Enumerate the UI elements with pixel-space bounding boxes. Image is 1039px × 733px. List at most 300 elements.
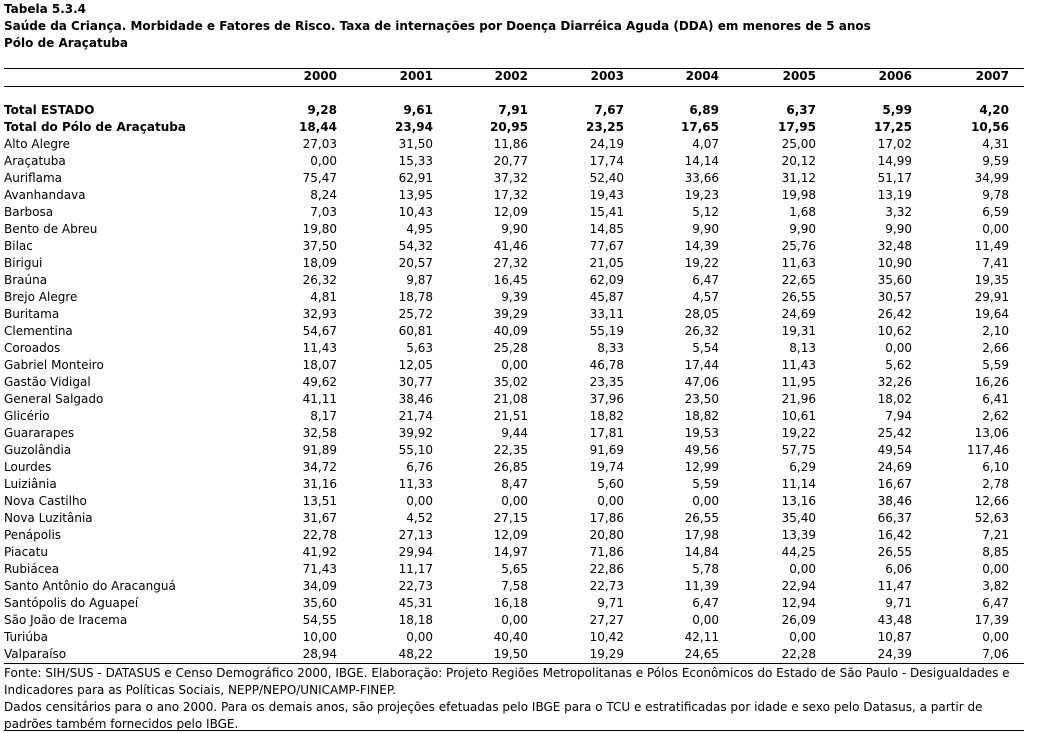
value-cell: 18,78 bbox=[398, 290, 433, 304]
value-cell: 19,43 bbox=[589, 188, 624, 202]
value-cell: 15,41 bbox=[589, 205, 624, 219]
row-name: Glicério bbox=[4, 409, 50, 423]
value-cell: 34,09 bbox=[302, 579, 337, 593]
year-header: 2000 bbox=[303, 69, 337, 83]
value-cell: 9,44 bbox=[501, 426, 528, 440]
value-cell: 5,78 bbox=[692, 562, 719, 576]
spacer-row bbox=[4, 85, 1024, 102]
table-row bbox=[4, 289, 1024, 306]
value-cell: 11,86 bbox=[493, 137, 528, 151]
value-cell: 8,33 bbox=[597, 341, 624, 355]
value-cell: 0,00 bbox=[597, 494, 624, 508]
corner-cell bbox=[4, 68, 264, 85]
value-cell: 0,00 bbox=[982, 222, 1009, 236]
value-cell: 19,50 bbox=[493, 647, 528, 661]
table-row bbox=[4, 221, 1024, 238]
value-cell: 27,32 bbox=[493, 256, 528, 270]
row-name: Avanhandava bbox=[4, 188, 86, 202]
row-name: Coroados bbox=[4, 341, 61, 355]
value-cell: 47,06 bbox=[684, 375, 719, 389]
value-cell: 5,63 bbox=[406, 341, 433, 355]
value-cell: 8,13 bbox=[789, 341, 816, 355]
value-cell: 18,44 bbox=[299, 120, 337, 134]
table-subtitle: Pólo de Araçatuba bbox=[4, 36, 128, 50]
value-cell: 11,63 bbox=[781, 256, 816, 270]
value-cell: 6,29 bbox=[789, 460, 816, 474]
value-cell: 21,96 bbox=[781, 392, 816, 406]
value-cell: 17,65 bbox=[681, 120, 719, 134]
value-cell: 17,44 bbox=[684, 358, 719, 372]
row-name: Penápolis bbox=[4, 528, 62, 542]
value-cell: 9,28 bbox=[307, 103, 337, 117]
value-cell: 13,95 bbox=[398, 188, 433, 202]
value-cell: 8,24 bbox=[310, 188, 337, 202]
value-cell: 25,72 bbox=[398, 307, 433, 321]
value-cell: 19,80 bbox=[302, 222, 337, 236]
value-cell: 39,92 bbox=[398, 426, 433, 440]
value-cell: 9,61 bbox=[403, 103, 433, 117]
value-cell: 13,16 bbox=[781, 494, 816, 508]
row-name: Bento de Abreu bbox=[4, 222, 98, 236]
table-row bbox=[4, 476, 1024, 493]
value-cell: 35,60 bbox=[877, 273, 912, 287]
row-name: General Salgado bbox=[4, 392, 104, 406]
row-name: Guzolândia bbox=[4, 443, 72, 457]
value-cell: 62,09 bbox=[589, 273, 624, 287]
value-cell: 20,57 bbox=[398, 256, 433, 270]
value-cell: 28,05 bbox=[684, 307, 719, 321]
value-cell: 41,92 bbox=[302, 545, 337, 559]
value-cell: 24,69 bbox=[877, 460, 912, 474]
value-cell: 0,00 bbox=[501, 613, 528, 627]
value-cell: 20,95 bbox=[490, 120, 528, 134]
value-cell: 19,29 bbox=[589, 647, 624, 661]
value-cell: 19,98 bbox=[781, 188, 816, 202]
value-cell: 6,47 bbox=[692, 273, 719, 287]
value-cell: 10,42 bbox=[589, 630, 624, 644]
value-cell: 75,47 bbox=[302, 171, 337, 185]
value-cell: 0,00 bbox=[501, 494, 528, 508]
value-cell: 43,48 bbox=[877, 613, 912, 627]
value-cell: 49,54 bbox=[877, 443, 912, 457]
value-cell: 14,85 bbox=[589, 222, 624, 236]
value-cell: 6,59 bbox=[982, 205, 1009, 219]
value-cell: 26,09 bbox=[781, 613, 816, 627]
value-cell: 37,50 bbox=[302, 239, 337, 253]
value-cell: 54,32 bbox=[398, 239, 433, 253]
value-cell: 7,91 bbox=[498, 103, 528, 117]
source-note: Fonte: SIH/SUS - DATASUS e Censo Demográfico 2000, IBGE. Elaboração: Projeto Regiões Metropolitanas e Pólos Econômicos do Estado de São Paulo - Desigualdades e Indicadores para as Políticas Sociais, NEPP/NEPO/UNICAMP-FINEP. bbox=[4, 666, 1010, 697]
value-cell: 16,42 bbox=[877, 528, 912, 542]
value-cell: 18,02 bbox=[877, 392, 912, 406]
row-name: Valparaíso bbox=[4, 647, 67, 661]
value-cell: 0,00 bbox=[310, 154, 337, 168]
summary-row bbox=[4, 119, 1024, 136]
row-name: Nova Castilho bbox=[4, 494, 87, 508]
value-cell: 60,81 bbox=[398, 324, 433, 338]
value-cell: 14,84 bbox=[684, 545, 719, 559]
value-cell: 18,18 bbox=[398, 613, 433, 627]
row-name: Lourdes bbox=[4, 460, 52, 474]
value-cell: 8,85 bbox=[982, 545, 1009, 559]
value-cell: 37,32 bbox=[493, 171, 528, 185]
value-cell: 7,41 bbox=[982, 256, 1009, 270]
value-cell: 42,11 bbox=[684, 630, 719, 644]
value-cell: 9,90 bbox=[692, 222, 719, 236]
value-cell: 19,23 bbox=[684, 188, 719, 202]
value-cell: 6,47 bbox=[982, 596, 1009, 610]
value-cell: 4,81 bbox=[310, 290, 337, 304]
value-cell: 49,56 bbox=[684, 443, 719, 457]
value-cell: 26,32 bbox=[684, 324, 719, 338]
value-cell: 71,86 bbox=[589, 545, 624, 559]
value-cell: 34,99 bbox=[974, 171, 1009, 185]
value-cell: 117,46 bbox=[967, 443, 1009, 457]
value-cell: 5,99 bbox=[882, 103, 912, 117]
value-cell: 9,39 bbox=[501, 290, 528, 304]
value-cell: 14,99 bbox=[877, 154, 912, 168]
value-cell: 26,85 bbox=[493, 460, 528, 474]
value-cell: 49,62 bbox=[302, 375, 337, 389]
value-cell: 17,86 bbox=[589, 511, 624, 525]
value-cell: 8,47 bbox=[501, 477, 528, 491]
table-row bbox=[4, 136, 1024, 153]
table-row bbox=[4, 561, 1024, 578]
value-cell: 10,90 bbox=[877, 256, 912, 270]
value-cell: 9,59 bbox=[982, 154, 1009, 168]
table-row bbox=[4, 493, 1024, 510]
value-cell: 2,78 bbox=[982, 477, 1009, 491]
value-cell: 48,22 bbox=[398, 647, 433, 661]
value-cell: 19,74 bbox=[589, 460, 624, 474]
value-cell: 3,82 bbox=[982, 579, 1009, 593]
value-cell: 0,00 bbox=[692, 613, 719, 627]
value-cell: 25,76 bbox=[781, 239, 816, 253]
value-cell: 4,20 bbox=[979, 103, 1009, 117]
value-cell: 13,06 bbox=[974, 426, 1009, 440]
value-cell: 12,09 bbox=[493, 205, 528, 219]
value-cell: 21,05 bbox=[589, 256, 624, 270]
row-name: Buritama bbox=[4, 307, 60, 321]
value-cell: 57,75 bbox=[781, 443, 816, 457]
value-cell: 6,10 bbox=[982, 460, 1009, 474]
value-cell: 13,39 bbox=[781, 528, 816, 542]
value-cell: 22,65 bbox=[781, 273, 816, 287]
value-cell: 45,87 bbox=[589, 290, 624, 304]
value-cell: 0,00 bbox=[406, 630, 433, 644]
row-name: Santópolis do Aguapeí bbox=[4, 596, 139, 610]
table-row bbox=[4, 544, 1024, 561]
value-cell: 9,90 bbox=[789, 222, 816, 236]
value-cell: 25,00 bbox=[781, 137, 816, 151]
table-row bbox=[4, 408, 1024, 425]
value-cell: 19,22 bbox=[781, 426, 816, 440]
value-cell: 0,00 bbox=[885, 341, 912, 355]
value-cell: 26,55 bbox=[781, 290, 816, 304]
value-cell: 23,50 bbox=[684, 392, 719, 406]
row-name: Total ESTADO bbox=[4, 103, 95, 117]
table-row bbox=[4, 646, 1024, 663]
value-cell: 19,22 bbox=[684, 256, 719, 270]
value-cell: 6,76 bbox=[406, 460, 433, 474]
value-cell: 22,35 bbox=[493, 443, 528, 457]
row-name: São João de Iracema bbox=[4, 613, 128, 627]
value-cell: 17,95 bbox=[778, 120, 816, 134]
value-cell: 7,21 bbox=[982, 528, 1009, 542]
value-cell: 7,06 bbox=[982, 647, 1009, 661]
value-cell: 18,82 bbox=[684, 409, 719, 423]
value-cell: 35,60 bbox=[302, 596, 337, 610]
value-cell: 7,94 bbox=[885, 409, 912, 423]
row-name: Turiúba bbox=[4, 630, 48, 644]
value-cell: 33,11 bbox=[589, 307, 624, 321]
value-cell: 31,67 bbox=[302, 511, 337, 525]
row-name: Gastão Vidigal bbox=[4, 375, 91, 389]
value-cell: 0,00 bbox=[406, 494, 433, 508]
value-cell: 25,42 bbox=[877, 426, 912, 440]
value-cell: 12,99 bbox=[684, 460, 719, 474]
value-cell: 35,02 bbox=[493, 375, 528, 389]
value-cell: 38,46 bbox=[398, 392, 433, 406]
value-cell: 18,82 bbox=[589, 409, 624, 423]
value-cell: 17,02 bbox=[877, 137, 912, 151]
value-cell: 91,69 bbox=[589, 443, 624, 457]
value-cell: 19,53 bbox=[684, 426, 719, 440]
year-header: 2006 bbox=[878, 69, 912, 83]
value-cell: 12,05 bbox=[398, 358, 433, 372]
table-row bbox=[4, 527, 1024, 544]
table-title: Saúde da Criança. Morbidade e Fatores de Risco. Taxa de internações por Doença Diarréica Aguda (DDA) em menores de 5 anos bbox=[4, 19, 871, 33]
table-row bbox=[4, 170, 1024, 187]
value-cell: 37,96 bbox=[589, 392, 624, 406]
value-cell: 55,10 bbox=[398, 443, 433, 457]
year-header: 2005 bbox=[782, 69, 816, 83]
value-cell: 19,64 bbox=[974, 307, 1009, 321]
data-table bbox=[4, 68, 1024, 663]
value-cell: 12,09 bbox=[493, 528, 528, 542]
value-cell: 17,32 bbox=[493, 188, 528, 202]
value-cell: 2,62 bbox=[982, 409, 1009, 423]
value-cell: 91,89 bbox=[302, 443, 337, 457]
value-cell: 52,40 bbox=[589, 171, 624, 185]
value-cell: 11,14 bbox=[781, 477, 816, 491]
value-cell: 17,81 bbox=[589, 426, 624, 440]
value-cell: 39,29 bbox=[493, 307, 528, 321]
value-cell: 27,27 bbox=[589, 613, 624, 627]
row-name: Rubiácea bbox=[4, 562, 60, 576]
value-cell: 34,72 bbox=[302, 460, 337, 474]
year-header: 2002 bbox=[494, 69, 528, 83]
value-cell: 46,78 bbox=[589, 358, 624, 372]
table-row bbox=[4, 238, 1024, 255]
table-row bbox=[4, 340, 1024, 357]
row-name: Auriflama bbox=[4, 171, 63, 185]
value-cell: 31,12 bbox=[781, 171, 816, 185]
value-cell: 1,68 bbox=[789, 205, 816, 219]
table-row bbox=[4, 374, 1024, 391]
value-cell: 4,07 bbox=[692, 137, 719, 151]
value-cell: 19,35 bbox=[974, 273, 1009, 287]
value-cell: 0,00 bbox=[692, 494, 719, 508]
value-cell: 40,40 bbox=[493, 630, 528, 644]
row-name: Barbosa bbox=[4, 205, 54, 219]
value-cell: 9,87 bbox=[406, 273, 433, 287]
value-cell: 5,62 bbox=[885, 358, 912, 372]
row-name: Gabriel Monteiro bbox=[4, 358, 104, 372]
value-cell: 31,16 bbox=[302, 477, 337, 491]
value-cell: 0,00 bbox=[982, 562, 1009, 576]
value-cell: 32,93 bbox=[302, 307, 337, 321]
value-cell: 13,51 bbox=[302, 494, 337, 508]
value-cell: 9,71 bbox=[885, 596, 912, 610]
value-cell: 62,91 bbox=[398, 171, 433, 185]
value-cell: 9,90 bbox=[501, 222, 528, 236]
value-cell: 4,31 bbox=[982, 137, 1009, 151]
value-cell: 22,73 bbox=[398, 579, 433, 593]
value-cell: 10,62 bbox=[877, 324, 912, 338]
value-cell: 38,46 bbox=[877, 494, 912, 508]
row-name: Bilac bbox=[4, 239, 33, 253]
value-cell: 51,17 bbox=[877, 171, 912, 185]
census-note: Dados censitários para o ano 2000. Para os demais anos, são projeções efetuadas pelo IBGE para o TCU e estratificadas por idade e sexo pelo Datasus, a partir de padrões também fornecidos pelo IBGE. bbox=[4, 700, 983, 731]
value-cell: 6,37 bbox=[786, 103, 816, 117]
value-cell: 17,98 bbox=[684, 528, 719, 542]
value-cell: 16,26 bbox=[974, 375, 1009, 389]
table-row bbox=[4, 595, 1024, 612]
value-cell: 11,43 bbox=[302, 341, 337, 355]
value-cell: 27,03 bbox=[302, 137, 337, 151]
value-cell: 26,55 bbox=[877, 545, 912, 559]
value-cell: 14,14 bbox=[684, 154, 719, 168]
value-cell: 2,66 bbox=[982, 341, 1009, 355]
value-cell: 28,94 bbox=[302, 647, 337, 661]
value-cell: 16,18 bbox=[493, 596, 528, 610]
value-cell: 25,28 bbox=[493, 341, 528, 355]
value-cell: 17,74 bbox=[589, 154, 624, 168]
value-cell: 13,19 bbox=[877, 188, 912, 202]
value-cell: 6,89 bbox=[689, 103, 719, 117]
value-cell: 31,50 bbox=[398, 137, 433, 151]
value-cell: 20,12 bbox=[781, 154, 816, 168]
row-name: Braúna bbox=[4, 273, 48, 287]
value-cell: 32,26 bbox=[877, 375, 912, 389]
value-cell: 4,52 bbox=[406, 511, 433, 525]
value-cell: 30,77 bbox=[398, 375, 433, 389]
value-cell: 10,56 bbox=[971, 120, 1009, 134]
value-cell: 41,11 bbox=[302, 392, 337, 406]
value-cell: 11,95 bbox=[781, 375, 816, 389]
row-name: Clementina bbox=[4, 324, 73, 338]
value-cell: 7,58 bbox=[501, 579, 528, 593]
value-cell: 33,66 bbox=[684, 171, 719, 185]
value-cell: 26,42 bbox=[877, 307, 912, 321]
table-row bbox=[4, 357, 1024, 374]
value-cell: 66,37 bbox=[877, 511, 912, 525]
value-cell: 14,39 bbox=[684, 239, 719, 253]
value-cell: 77,67 bbox=[589, 239, 624, 253]
value-cell: 7,03 bbox=[310, 205, 337, 219]
table-row bbox=[4, 306, 1024, 323]
value-cell: 14,97 bbox=[493, 545, 528, 559]
row-name: Araçatuba bbox=[4, 154, 66, 168]
value-cell: 26,55 bbox=[684, 511, 719, 525]
row-name: Nova Luzitânia bbox=[4, 511, 93, 525]
value-cell: 3,32 bbox=[885, 205, 912, 219]
value-cell: 6,41 bbox=[982, 392, 1009, 406]
table-row bbox=[4, 272, 1024, 289]
value-cell: 27,15 bbox=[493, 511, 528, 525]
year-header: 2003 bbox=[590, 69, 624, 83]
table-row bbox=[4, 612, 1024, 629]
row-name: Alto Alegre bbox=[4, 137, 70, 151]
table-row bbox=[4, 459, 1024, 476]
row-name: Birigui bbox=[4, 256, 43, 270]
value-cell: 11,43 bbox=[781, 358, 816, 372]
value-cell: 24,69 bbox=[781, 307, 816, 321]
table-row bbox=[4, 578, 1024, 595]
table-row bbox=[4, 391, 1024, 408]
value-cell: 24,19 bbox=[589, 137, 624, 151]
value-cell: 24,65 bbox=[684, 647, 719, 661]
value-cell: 18,09 bbox=[302, 256, 337, 270]
value-cell: 27,13 bbox=[398, 528, 433, 542]
value-cell: 17,39 bbox=[974, 613, 1009, 627]
value-cell: 0,00 bbox=[501, 358, 528, 372]
value-cell: 23,25 bbox=[586, 120, 624, 134]
value-cell: 35,40 bbox=[781, 511, 816, 525]
value-cell: 22,94 bbox=[781, 579, 816, 593]
row-name: Santo Antônio do Aracanguá bbox=[4, 579, 176, 593]
summary-row bbox=[4, 102, 1024, 119]
table-row bbox=[4, 323, 1024, 340]
value-cell: 22,28 bbox=[781, 647, 816, 661]
value-cell: 9,71 bbox=[597, 596, 624, 610]
value-cell: 12,66 bbox=[974, 494, 1009, 508]
row-name: Guararapes bbox=[4, 426, 75, 440]
table-row bbox=[4, 255, 1024, 272]
year-header: 2004 bbox=[685, 69, 719, 83]
value-cell: 10,00 bbox=[302, 630, 337, 644]
value-cell: 22,73 bbox=[589, 579, 624, 593]
value-cell: 11,17 bbox=[398, 562, 433, 576]
value-cell: 19,31 bbox=[781, 324, 816, 338]
table-row bbox=[4, 442, 1024, 459]
value-cell: 32,58 bbox=[302, 426, 337, 440]
year-header: 2007 bbox=[975, 69, 1009, 83]
value-cell: 4,95 bbox=[406, 222, 433, 236]
value-cell: 21,51 bbox=[493, 409, 528, 423]
value-cell: 5,54 bbox=[692, 341, 719, 355]
value-cell: 5,12 bbox=[692, 205, 719, 219]
value-cell: 16,67 bbox=[877, 477, 912, 491]
year-header: 2001 bbox=[399, 69, 433, 83]
row-name: Brejo Alegre bbox=[4, 290, 78, 304]
table-row bbox=[4, 425, 1024, 442]
value-cell: 41,46 bbox=[493, 239, 528, 253]
table-row bbox=[4, 510, 1024, 527]
value-cell: 29,91 bbox=[974, 290, 1009, 304]
value-cell: 8,17 bbox=[310, 409, 337, 423]
table-row bbox=[4, 629, 1024, 646]
value-cell: 5,60 bbox=[597, 477, 624, 491]
table-row bbox=[4, 153, 1024, 170]
value-cell: 22,78 bbox=[302, 528, 337, 542]
table-row bbox=[4, 187, 1024, 204]
value-cell: 23,94 bbox=[395, 120, 433, 134]
value-cell: 29,94 bbox=[398, 545, 433, 559]
value-cell: 45,31 bbox=[398, 596, 433, 610]
value-cell: 9,90 bbox=[885, 222, 912, 236]
